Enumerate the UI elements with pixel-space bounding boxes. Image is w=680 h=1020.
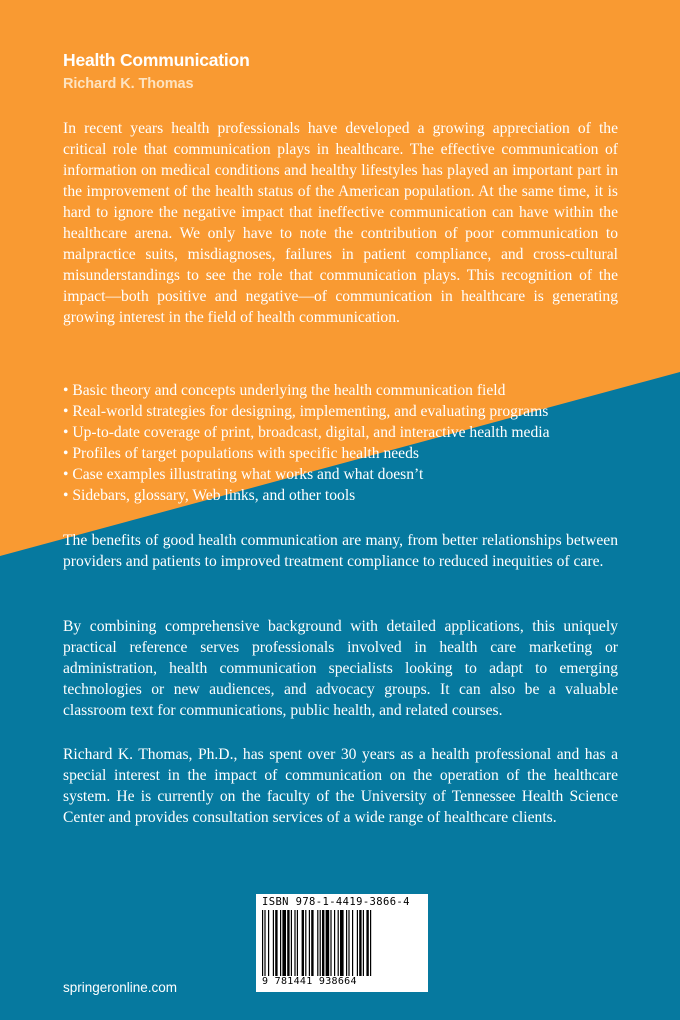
barcode-bar [311, 910, 313, 976]
barcode-bar [294, 910, 295, 976]
barcode-bar [359, 910, 361, 976]
author-bio-paragraph: Richard K. Thomas, Ph.D., has spent over 30 years as a health professional and has a special interest in the impact of communication on the operation of the healthcare system. He is currently on the faculty of the University of Tennessee Health Science Center and provides consultation services of a wide range of healthcare clients. [63, 746, 618, 826]
barcode-bar [366, 910, 368, 976]
barcode-bar [291, 910, 292, 976]
feature-item: • Basic theory and concepts underlying the health communication field [63, 382, 506, 399]
feature-item: • Real-world strategies for designing, implementing, and evaluating programs [63, 403, 549, 420]
barcode-bar [363, 910, 364, 976]
barcode-bar [346, 910, 347, 976]
benefits-paragraph: The benefits of good health communication are many, from better relationships between providers and patients to improved treatment compliance to reduced inequities of care. [63, 532, 618, 570]
feature-item: • Profiles of target populations with specific health needs [63, 445, 419, 462]
barcode-bar [275, 910, 277, 976]
book-title: Health Communication [63, 50, 250, 70]
barcode-bar [322, 910, 324, 976]
barcode-bar [320, 910, 321, 976]
barcode-bar [268, 910, 269, 976]
barcode-bar [334, 910, 335, 976]
barcode-bars [262, 910, 422, 976]
barcode-bar [338, 910, 339, 976]
barcode-bar [297, 910, 298, 976]
description-paragraph: In recent years health professionals have developed a growing appreciation of the critical role that communication plays in healthcare. The effective communication of information on medical conditions and healthy lifestyles has played an important part in the improvement of the health status of the American population. At the same time, it is hard to ignore the negative impact that ineffective communication can have within the healthcare arena. We only have to note the contribution of poor communication to malpractice suits, misdiagnoses, failures in patient compliance, and cross-cultural misunderstandings to see the role that communication plays. This recognition of the impact—both positive and negative—of communication in healthcare is generating growing interest in the field of health communication. [63, 120, 618, 326]
barcode-bar [340, 910, 344, 976]
barcode-bar [280, 910, 281, 976]
barcode-bar [273, 910, 274, 976]
website-link[interactable]: springeronline.com [63, 980, 178, 995]
barcode-bar [305, 910, 306, 976]
barcode-bar [262, 910, 263, 976]
audience-paragraph: By combining comprehensive background with detailed applications, this uniquely practical reference serves professionals involved in health care marketing or administration, health communication specialists looking to adapt to emerging technologies or new audiences, and advocacy groups. It can also be a valuable classroom text for communications, public health, and related courses. [63, 618, 618, 719]
barcode-bar [370, 910, 371, 976]
book-author: Richard K. Thomas [63, 76, 194, 92]
barcode-bar [352, 910, 353, 976]
barcode-bar [287, 910, 289, 976]
barcode-bar [264, 910, 265, 976]
isbn-label: ISBN 978-1-4419-3866-4 [262, 896, 410, 908]
barcode-bar [348, 910, 349, 976]
isbn-barcode [256, 894, 428, 992]
feature-item: • Sidebars, glossary, Web links, and other tools [63, 487, 356, 504]
barcode-bar [309, 910, 310, 976]
barcode-bar [330, 910, 331, 976]
barcode-bar [282, 910, 286, 976]
feature-item: • Up-to-date coverage of print, broadcast, digital, and interactive health media [63, 424, 550, 441]
barcode-bar [317, 910, 318, 976]
barcode-bar [326, 910, 330, 976]
barcode-bar [302, 910, 304, 976]
feature-list [63, 380, 623, 506]
feature-item: • Case examples illustrating what works and what doesn’t [63, 466, 424, 483]
barcode-number: 9 781441 938664 [262, 976, 357, 987]
barcode-bar [357, 910, 358, 976]
